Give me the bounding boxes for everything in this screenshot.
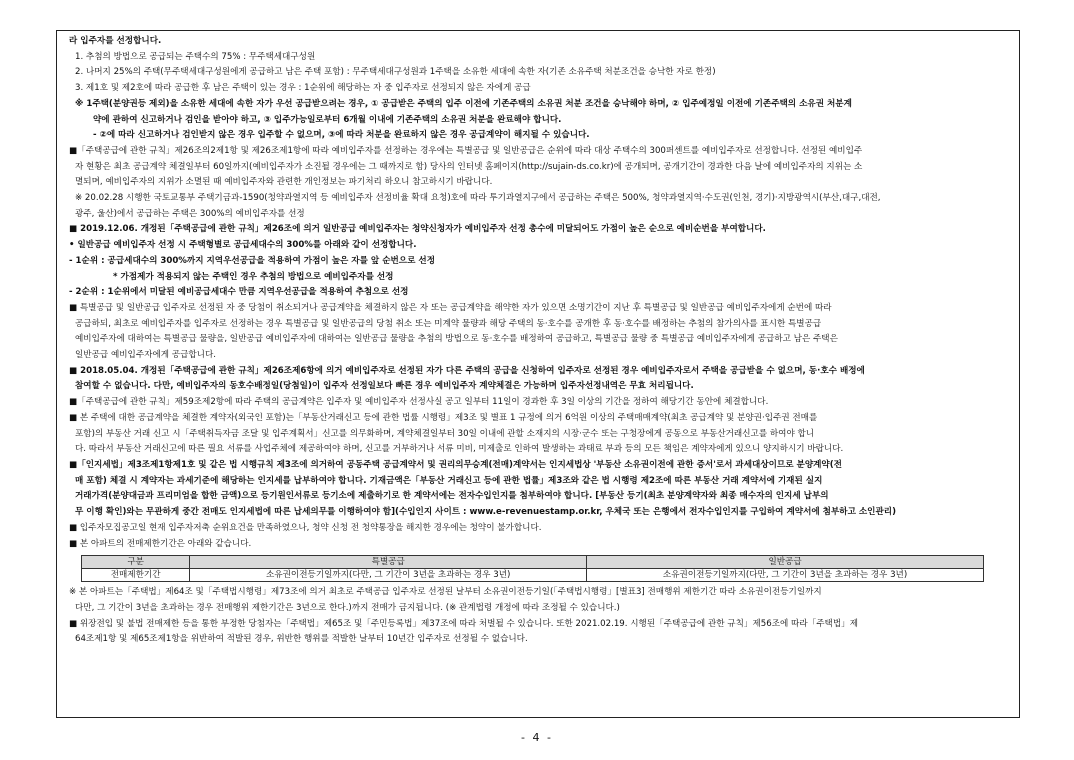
text-line: 다만, 그 기간이 3년을 초과하는 경우 전매행위 제한기간은 3년으로 한다.)까지 전매가 금지됩니다. (※ 관계법령 개정에 따라 조정될 수 있습니다.)	[75, 602, 620, 613]
text-line: ■ 본 주택에 대한 공급계약을 체결한 계약자(외국인 포함)는「부동산거래신고 등에 관한 법률 시행령」제3조 및 별표 1 규정에 의거 6억원 이상의 주택매매계약(최초 공급계약 및 분양권·입주권 전매를	[69, 412, 818, 423]
text-line: ■「주택공급에 관한 규칙」제26조의2제1항 및 제26조제1항에 따라 예비입주자를 선정하는 경우에는 특별공급 및 일반공급은 순위에 따라 대상 주택수의 300퍼센트를 예비입주자로 선정합니다. 선정된 예비입주	[69, 145, 863, 156]
text-line: * 가점제가 적용되지 않는 주택인 경우 추첨의 방법으로 예비입주자를 선정	[113, 271, 394, 282]
text-line: - 2순위 : 1순위에서 미달된 예비공급세대수 만큼 지역우선공급을 적용하여 추첨으로 선정	[69, 287, 409, 298]
text-line: 다. 따라서 부동산 거래신고에 따른 필요 서류를 사업주체에 제공하여야 하며, 신고를 거부하거나 서류 미비, 미제출로 인하여 발생하는 과태료 부과 등의 모든 책임은 계약자에게 있으니 양지하시기 바랍니다.	[75, 444, 844, 455]
text-line: ■ 입주자모집공고일 현재 입주자저축 순위요건을 만족하였으나, 청약 신청 전 청약통장을 해지한 경우에는 청약이 불가합니다.	[69, 522, 542, 533]
table-row	[82, 569, 984, 582]
table-header: 구분	[82, 556, 190, 569]
notice-line: ※ 1주택(분양권등 제외)을 소유한 세대에 속한 자가 우선 공급받으려는 경우, ① 공급받은 주택의 입주 이전에 기존주택의 소유권 처분 조건을 승낙해야 하며, ② 입주예정일 이전에 기존주택의 소유권 처분계	[75, 98, 852, 109]
text-line: ※ 20.02.28 시행한 국토교통부 주택기금과-1590(청약과열지역 등 예비입주자 선정비율 확대 요청)호에 따라 투기과열지구에서 공급하는 주택은 500%, 청약과열지역·수도권(인천, 경기)·지방광역시(부산,대구,대전,	[75, 193, 881, 204]
text-line: 무 이행 확인)와는 무관하게 중간 전매도 인지세법에 따른 납세의무를 이행하여야 함](수입인지 사이트 : www.e-revenuestamp.or.kr, 우체국 또는 은행에서 전자수입인지를 구입하여 계약서에 첨부하고 소인관리)	[75, 507, 897, 518]
text-line: ■ 2019.12.06. 개정된「주택공급에 관한 규칙」제26조에 의거 일반공급 예비입주자는 청약신청자가 예비입주자 선정 총수에 미달되어도 가점이 높은 순으로 예비순번을 부여합니다.	[69, 224, 766, 235]
text-line: ■「인지세법」제3조제1항제1호 및 같은 법 시행규칙 제3조에 의거하여 공동주택 공급계약서 및 권리의무승계(전매)계약서는 인지세법상 '부동산 소유권이전에 관한 증서'로서 과세대상이므로 분양계약(전	[69, 459, 842, 470]
text-line: - 1순위 : 공급세대수의 300%까지 지역우선공급을 적용하여 가점이 높은 자를 앞 순번으로 선정	[69, 255, 435, 266]
text-line: 1. 추첨의 방법으로 공급되는 주택수의 75% : 무주택세대구성원	[75, 51, 316, 62]
table-cell: 소유권이전등기일까지(다만, 그 기간이 3년을 초과하는 경우 3년)	[190, 569, 587, 582]
text-line: 포함)의 부동산 거래 신고 시「주택취득자금 조달 및 입주계획서」신고를 의무화하며, 계약체결일부터 30일 이내에 관할 소재지의 시장·군수 또는 구청장에게 공동으로 부동산거래신고를 하여야 합니	[75, 428, 815, 439]
text-line: ■「주택공급에 관한 규칙」제59조제2항에 따라 주택의 공급계약은 입주자 및 예비입주자 선정사실 공고 일부터 11일이 경과한 후 3일 이상의 기간을 정하여 해당기간 동안에 체결합니다.	[69, 397, 769, 408]
table-cell: 소유권이전등기일까지(다만, 그 기간이 3년을 초과하는 경우 3년)	[587, 569, 984, 582]
text-line: 공급하되, 최초로 예비입주자를 입주자로 선정하는 경우 특별공급 및 일반공급의 당첨 취소 또는 미계약 물량과 해당 주택의 동·호수를 공개한 후 동·호수를 배정하는 추첨의 참가의사를 표시한 특별공급	[75, 318, 822, 329]
text-line: 멸되며, 예비입주자의 지위가 소멸된 때 예비입주자와 관련한 개인정보는 파기처리 하오니 참고하시기 바랍니다.	[75, 177, 493, 188]
table-header: 일반공급	[587, 556, 984, 569]
text-line: 매 포함) 체결 시 계약자는 과세기준에 해당하는 인지세를 납부하여야 합니다. 기재금액은「부동산 거래신고 등에 관한 법률」제3조와 같은 법 시행령 제2조에 따른 부동산 거래 계약서에 기재된 실지	[75, 475, 823, 486]
text-line: ■ 2018.05.04. 개정된「주택공급에 관한 규칙」제26조제6항에 의거 예비입주자로 선정된 자가 다른 주택의 공급을 신청하여 입주자로 선정된 경우 예비입주자로서 주택을 공급받을 수 없으며, 동·호수 배정에	[69, 365, 865, 376]
text-line: 64조제1항 및 제65조제1항을 위반하여 적발된 경우, 위반한 행위를 적발한 날부터 10년간 입주자로 선정될 수 없습니다.	[75, 634, 528, 645]
page-number: - 4 -	[521, 731, 553, 744]
text-line: 참여할 수 없습니다. 다만, 예비입주자의 동호수배정일(당첨일)이 입주자 선정일보다 빠른 경우 예비입주자 계약체결은 가능하며 입주자선정내역은 무효 처리됩니다.	[75, 381, 694, 392]
document-page	[56, 30, 1020, 718]
resale-restriction-table	[81, 555, 984, 582]
text-line: 3. 제1호 및 제2호에 따라 공급한 후 남은 주택이 있는 경우 : 1순위에 해당하는 자 중 입주자로 선정되지 않은 자에게 공급	[75, 83, 531, 94]
text-line: ■ 본 아파트의 전매제한기간은 아래와 같습니다.	[69, 538, 252, 549]
text-line: • 일반공급 예비입주자 선정 시 주택형별로 공급세대수의 300%를 아래와 같이 선정합니다.	[69, 240, 417, 251]
text-line: 2. 나머지 25%의 주택(무주택세대구성원에게 공급하고 남은 주택 포함) : 무주택세대구성원과 1주택을 소유한 세대에 속한 자(기존 소유주택 처분조건을 승낙한 자로 한정)	[75, 67, 716, 78]
notice-line: - ②에 따라 신고하거나 검인받지 않은 경우 입주할 수 없으며, ③에 따라 처분을 완료하지 않은 경우 공급계약이 해지될 수 있습니다.	[93, 130, 590, 141]
text-line: 광주, 울산)에서 공급하는 주택은 300%의 예비입주자를 선정	[75, 208, 305, 219]
text-line: 거래가격(분양대금과 프리미엄을 합한 금액)으로 등기원인서류로 등기소에 제출하기로 한 계약서에는 전자수입인지를 첨부하여야 합니다. [부동산 등기(최초 분양계약자와 최종 매수자의 인지세 납부의	[75, 491, 829, 502]
text-line: ■ 특별공급 및 일반공급 입주자로 선정된 자 중 당첨이 취소되거나 공급계약을 체결하지 않은 자 또는 공급계약을 해약한 자가 있으면 소명기간이 지난 후 특별공급 및 일반공급 예비입주자에게 순번에 따라	[69, 302, 832, 313]
text-line: 일반공급 예비입주자에게 공급합니다.	[75, 350, 217, 361]
text-line: 라 입주자를 선정합니다.	[69, 36, 162, 46]
table-cell: 전매제한기간	[82, 569, 190, 582]
text-line: 예비입주자에 대하여는 특별공급 물량을, 일반공급 예비입주자에 대하여는 일반공급 물량을 추첨의 방법으로 동·호수를 배정하여 공급하고, 특별공급 물량 중 특별공급 예비입주자에게 공급하고 남은 주택은	[75, 334, 838, 345]
text-line: ※ 본 아파트는「주택법」제64조 및「주택법시행령」제73조에 의거 최초로 주택공급 입주자로 선정된 날부터 소유권이전등기일(「주택법시행령」[별표3] 전매행위 제한기간 따라 소유권이전등기일까지	[69, 587, 822, 598]
table-header: 특별공급	[190, 556, 587, 569]
text-line: ■ 위장전입 및 불법 전매제한 등을 통한 부정한 당첨자는「주택법」제65조 및「주민등록법」제37조에 따라 처벌될 수 있습니다. 또한 2021.02.19. 시행된「주택공급에 관한 규칙」제56조에 따라「주택법」제	[69, 618, 859, 629]
text-line: 자 현황은 최초 공급계약 체결일부터 60일까지(예비입주자가 소진될 경우에는 그 때까지로 함) 당사의 인터넷 홈페이지(http://sujain-ds.co.kr)에 공개되며, 공개기간이 경과한 다음 날에 예비입주자의 지위는 소	[75, 161, 863, 172]
notice-line: 약에 관하여 신고하거나 검인을 받아야 하고, ③ 입주가능일로부터 6개월 이내에 기존주택의 소유권 처분을 완료해야 합니다.	[93, 114, 562, 125]
